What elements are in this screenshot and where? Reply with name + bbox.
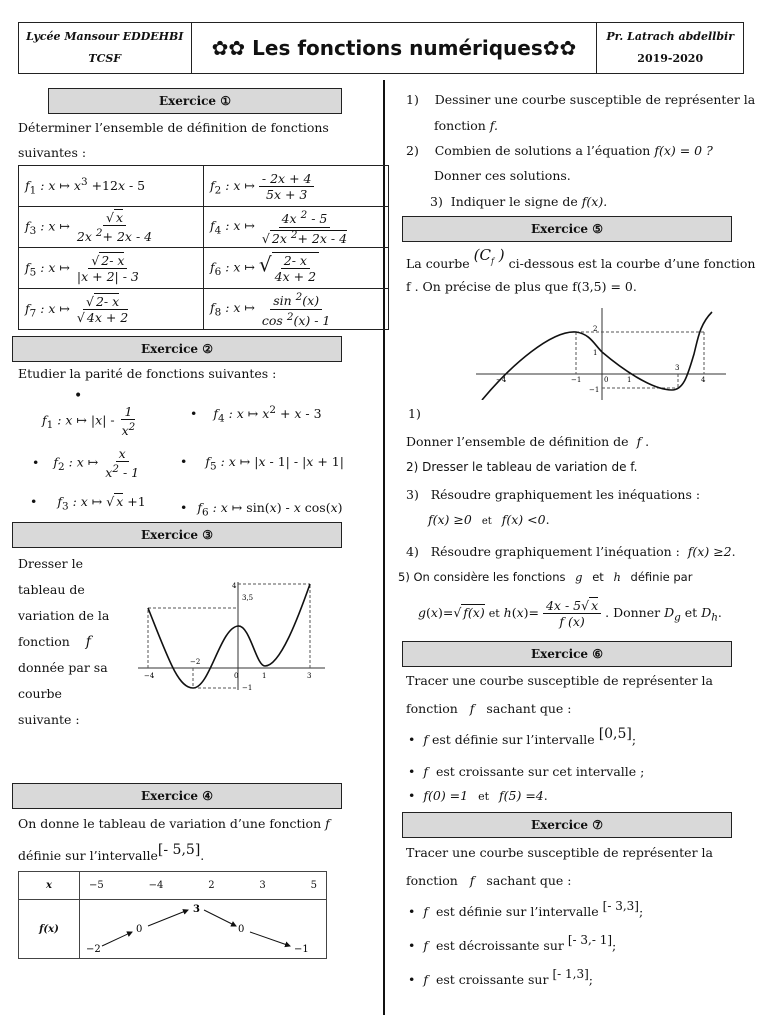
ex1-intro-line1: Déterminer l’ensemble de définition de fonctions xyxy=(18,120,329,135)
y-tick-label: 4 xyxy=(232,582,237,590)
f-value: 3 xyxy=(193,904,200,915)
q3-fx: f(x). xyxy=(581,194,608,209)
ex6-b1-interval: [0,5] xyxy=(598,726,632,742)
exercise-7-title: Exercice ⑦ xyxy=(402,812,732,838)
ex7-line-2b: sachant que : xyxy=(486,873,572,888)
ex5-q3: 3) Résoudre graphiquement les inéquations : xyxy=(406,487,701,502)
ex7-b3-interval: [- 1,3] xyxy=(552,967,589,981)
ex3-line-4-text: fonction xyxy=(18,634,70,649)
f-value: −2 xyxy=(86,944,101,955)
exercise-4-title: Exercice ④ xyxy=(12,783,342,809)
x-tick-label: 0 xyxy=(234,672,239,680)
inequation-3: f(x) ≥2 xyxy=(687,544,732,559)
inequation-1: f(x) ≥0 xyxy=(428,512,472,527)
function-f5: $f_5$ : x ↦ √ $\frac{2- x}{|x + 2| - 3}$ xyxy=(19,248,204,289)
function-parity-f4: • $f_4$ : x ↦ $x^2 + x - 3$ xyxy=(190,404,322,425)
x-value: 5 xyxy=(310,880,317,891)
ex5-line-1: La courbe ($C_f$ ) ci-dessous est la courbe d’une fonction xyxy=(406,246,756,271)
et-word: et xyxy=(478,790,490,803)
x-tick-label: −1 xyxy=(571,376,582,384)
q2-equation: f(x) = 0 ? xyxy=(654,143,713,158)
ex4-line-1: On donne le tableau de variation d’une fonction f xyxy=(18,816,330,831)
arrow-down xyxy=(204,910,236,926)
ex4-line-2-text: définie sur l’intervalle xyxy=(18,848,158,863)
y-tick-label: 1 xyxy=(593,349,598,357)
variation-arrows-svg xyxy=(80,900,324,958)
school-name: Lycée Mansour EDDEHBI xyxy=(26,30,184,43)
function-f1: $f_1$ : x ↦ $x^3 +12x - 5$ xyxy=(19,166,204,207)
x-value: −5 xyxy=(89,880,104,891)
ex4-interval: [- 5,5] xyxy=(157,842,201,858)
y-tick-label: 2 xyxy=(593,325,598,333)
ex4-line-1-text: On donne le tableau de variation d’une fonction xyxy=(18,816,322,831)
functions-table xyxy=(18,165,389,330)
ex7-b1-interval: [- 3,3] xyxy=(602,899,639,913)
exercise-6-title: Exercice ⑥ xyxy=(402,641,732,667)
x-tick-label: −2 xyxy=(190,658,201,666)
ex6-line-2b: sachant que : xyxy=(486,701,572,716)
exercise-2-title: Exercice ② xyxy=(12,336,342,362)
ex6-b2-text: est croissante sur cet intervalle ; xyxy=(435,764,645,779)
q2-line-1: 2) Combien de solutions a l’équation f(x) = 0 ? xyxy=(406,143,713,158)
ex7-bullet-3: • f est croissante sur [- 1,3]; xyxy=(408,972,593,987)
ex5-line-2: f . On précise de plus que f(3,5) = 0. xyxy=(406,279,637,294)
header xyxy=(18,22,744,74)
ex5-line-1a: La courbe xyxy=(406,256,470,271)
ex7-b2-interval: [- 3,- 1] xyxy=(567,933,613,947)
ex3-line-3: variation de la xyxy=(18,608,110,623)
ex3-line-2: tableau de xyxy=(18,582,85,597)
x-value: −4 xyxy=(148,880,164,891)
ex5-q1-number: 1) xyxy=(408,406,421,421)
header-teacher-cell xyxy=(597,23,743,73)
q1-line-2: fonction f. xyxy=(434,118,498,133)
ex7-b3-text: est croissante sur xyxy=(435,972,549,987)
ex5-q3-text: Résoudre graphiquement les inéquations : xyxy=(430,487,701,502)
ex6-b3-cond-1: f(0) =1 xyxy=(423,788,469,803)
ex6-b3-cond-2: f(5) =4 xyxy=(499,788,544,803)
ex1-intro-line2: suivantes : xyxy=(18,145,87,160)
q1-text-b: fonction xyxy=(434,118,486,133)
ex5-q2: 2) Dresser le tableau de variation de f. xyxy=(406,460,638,474)
ex5-q5: 5) On considère les fonctions g et h définie par xyxy=(398,570,693,584)
x-value: 3 xyxy=(259,880,266,891)
y-tick-label: 3,5 xyxy=(242,594,254,602)
arrow-down xyxy=(250,932,290,946)
variation-arrows xyxy=(80,900,327,959)
f-value: 0 xyxy=(238,924,245,935)
function-parity-f3: • $f_3$ : x ↦ √ x +1 xyxy=(30,494,146,513)
x-tick-label: 1 xyxy=(627,376,632,384)
q1-line-1: 1) Dessiner une courbe susceptible de représenter la xyxy=(406,92,756,107)
function-f7: $f_7$ : x ↦ √ 2- x √ 4x + 2 xyxy=(19,289,204,330)
q1-text: Dessiner une courbe susceptible de représenter la xyxy=(434,92,756,107)
function-f3: $f_3$ : x ↦ √ $\frac{x}{2x ^2+ 2x - 4}$ xyxy=(19,207,204,248)
function-parity-f2: • $f_2$ : x ↦ $\frac{x}{x^2 - 1}$ xyxy=(32,446,140,481)
curve-cf xyxy=(148,584,310,688)
f-label: f(x) xyxy=(19,900,80,959)
f-value: −1 xyxy=(294,944,309,955)
function-f2: $f_2$ : x ↦ $\frac{- 2x + 4}{5x + 3}$ xyxy=(204,166,389,207)
cf-symbol: (C xyxy=(473,246,492,264)
et-word: et xyxy=(488,607,500,620)
ex3-line-6: courbe xyxy=(18,686,62,701)
x-label: x xyxy=(19,872,80,900)
school-year: 2019-2020 xyxy=(637,52,704,65)
ex5-q5-text-c: . Donner xyxy=(605,605,661,620)
page-title: ✿✿ Les fonctions numériques✿✿ xyxy=(211,36,577,60)
ex5-q5-text-b: définie par xyxy=(630,570,693,584)
ex5-q4-text: Résoudre graphiquement l’inéquation : xyxy=(430,544,680,559)
x-tick-label: 4 xyxy=(701,376,706,384)
ex3-line-7: suivante : xyxy=(18,712,80,727)
teacher-name: Pr. Latrach abdellbir xyxy=(606,30,735,43)
ex6-bullet-3: • f(0) =1 et f(5) =4. xyxy=(408,788,548,803)
x-tick-label: −4 xyxy=(144,672,155,680)
ex7-line-2a: fonction xyxy=(406,873,458,888)
exercise-5-title: Exercice ⑤ xyxy=(402,216,732,242)
ex6-line-1: Tracer une courbe susceptible de représenter la xyxy=(406,673,713,688)
ex6-line-2a: fonction xyxy=(406,701,458,716)
ex7-bullet-2: • f est décroissante sur [- 3,- 1]; xyxy=(408,938,616,953)
x-values-row xyxy=(80,872,327,900)
ex7-b1-text: est définie sur l’intervalle xyxy=(435,904,599,919)
ex5-line-1b: ci-dessous est la courbe d’une fonction xyxy=(508,256,756,271)
x-tick-label: 0 xyxy=(604,376,609,384)
ex2-intro: Etudier la parité de fonctions suivantes : xyxy=(18,366,277,381)
ex5-q3-inequations: f(x) ≥0 et f(x) <0. xyxy=(428,512,550,527)
header-school-cell xyxy=(19,23,192,73)
x-tick-label: 3 xyxy=(307,672,312,680)
ex5-q5-definitions: g(x)=√ f(x) et h(x)= $\frac{4x - 5√ x}{f (x)}$ . Donner $D_g$ et $D_h$. xyxy=(418,598,722,629)
ex7-bullet-1: • f est définie sur l’intervalle [- 3,3]; xyxy=(408,904,643,919)
header-title-cell xyxy=(192,23,598,73)
x-value: 2 xyxy=(208,880,215,891)
y-tick-label: −1 xyxy=(242,684,253,692)
et-word: et xyxy=(481,516,492,527)
q2-line-2: Donner ces solutions. xyxy=(434,168,571,183)
function-parity-f5: • $f_5$ : x ↦ |x - 1| - |x + 1| xyxy=(180,454,344,473)
bullet: • xyxy=(74,388,83,404)
function-parity-f6: • $f_6$ : x ↦ sin(x) - x cos(x) xyxy=(180,500,343,519)
arrow-up xyxy=(148,910,188,926)
ex5-q1: Donner l’ensemble de définition de f . xyxy=(406,434,650,449)
y-tick-label: −1 xyxy=(589,386,600,394)
ex6-b1-text: est définie sur l’intervalle xyxy=(432,732,595,747)
ex5-q5-text: 5) On considère les fonctions xyxy=(398,570,566,584)
function-f4: $f_4$ : x ↦ 4x $^2$ - 5 √ 2x $^2$+ 2x - 4 xyxy=(204,207,389,248)
ex5-q1-text: Donner l’ensemble de définition de xyxy=(406,434,629,449)
ex7-line-2: fonction f sachant que : xyxy=(406,873,572,888)
arrow-up xyxy=(102,932,132,946)
exercise-3-title: Exercice ③ xyxy=(12,522,342,548)
ex4-line-2: définie sur l’intervalle[- 5,5]. xyxy=(18,842,205,863)
x-tick-label: 1 xyxy=(262,672,267,680)
ex6-line-2: fonction f sachant que : xyxy=(406,701,572,716)
ex3-line-5: donnée par sa xyxy=(18,660,108,675)
function-f8: $f_8$ : x ↦ $\frac{\sin ^2(x)}{\cos ^2(x) - 1}$ xyxy=(204,289,389,330)
ex6-bullet-2: • f est croissante sur cet intervalle ; xyxy=(408,764,644,779)
graph-exercise-3 xyxy=(130,578,330,698)
variation-table xyxy=(18,871,327,959)
x-tick-label: 3 xyxy=(675,364,680,372)
exercise-1-title: Exercice ① xyxy=(48,88,342,114)
ex3-line-4: fonction f xyxy=(18,634,91,650)
graph-exercise-5 xyxy=(472,304,730,400)
f-value: 0 xyxy=(136,924,143,935)
q3-text: Indiquer le signe de xyxy=(450,194,578,209)
ex6-bullet-1: • f est définie sur l’intervalle [0,5]; xyxy=(408,732,636,748)
function-f6: $f_6$ : x ↦ √ $\frac{2- x}{4x + 2}$ xyxy=(204,248,389,289)
class-level: TCSF xyxy=(88,52,122,65)
ex7-b2-text: est décroissante sur xyxy=(435,938,564,953)
ex7-line-1: Tracer une courbe susceptible de représenter la xyxy=(406,845,713,860)
q3-line: 3) Indiquer le signe de f(x). xyxy=(430,194,608,209)
function-parity-f1: $f_1$ : x ↦ |x| - $\frac{1}{x^2}$ xyxy=(42,404,136,439)
et-word: et xyxy=(684,605,698,620)
ex5-q4: 4) Résoudre graphiquement l’inéquation : f(x) ≥2. xyxy=(406,544,736,559)
x-tick-label: −4 xyxy=(496,376,507,384)
q2-text: Combien de solutions a l’équation xyxy=(434,143,651,158)
ex3-line-1: Dresser le xyxy=(18,556,83,571)
inequation-2: f(x) <0 xyxy=(501,512,546,527)
